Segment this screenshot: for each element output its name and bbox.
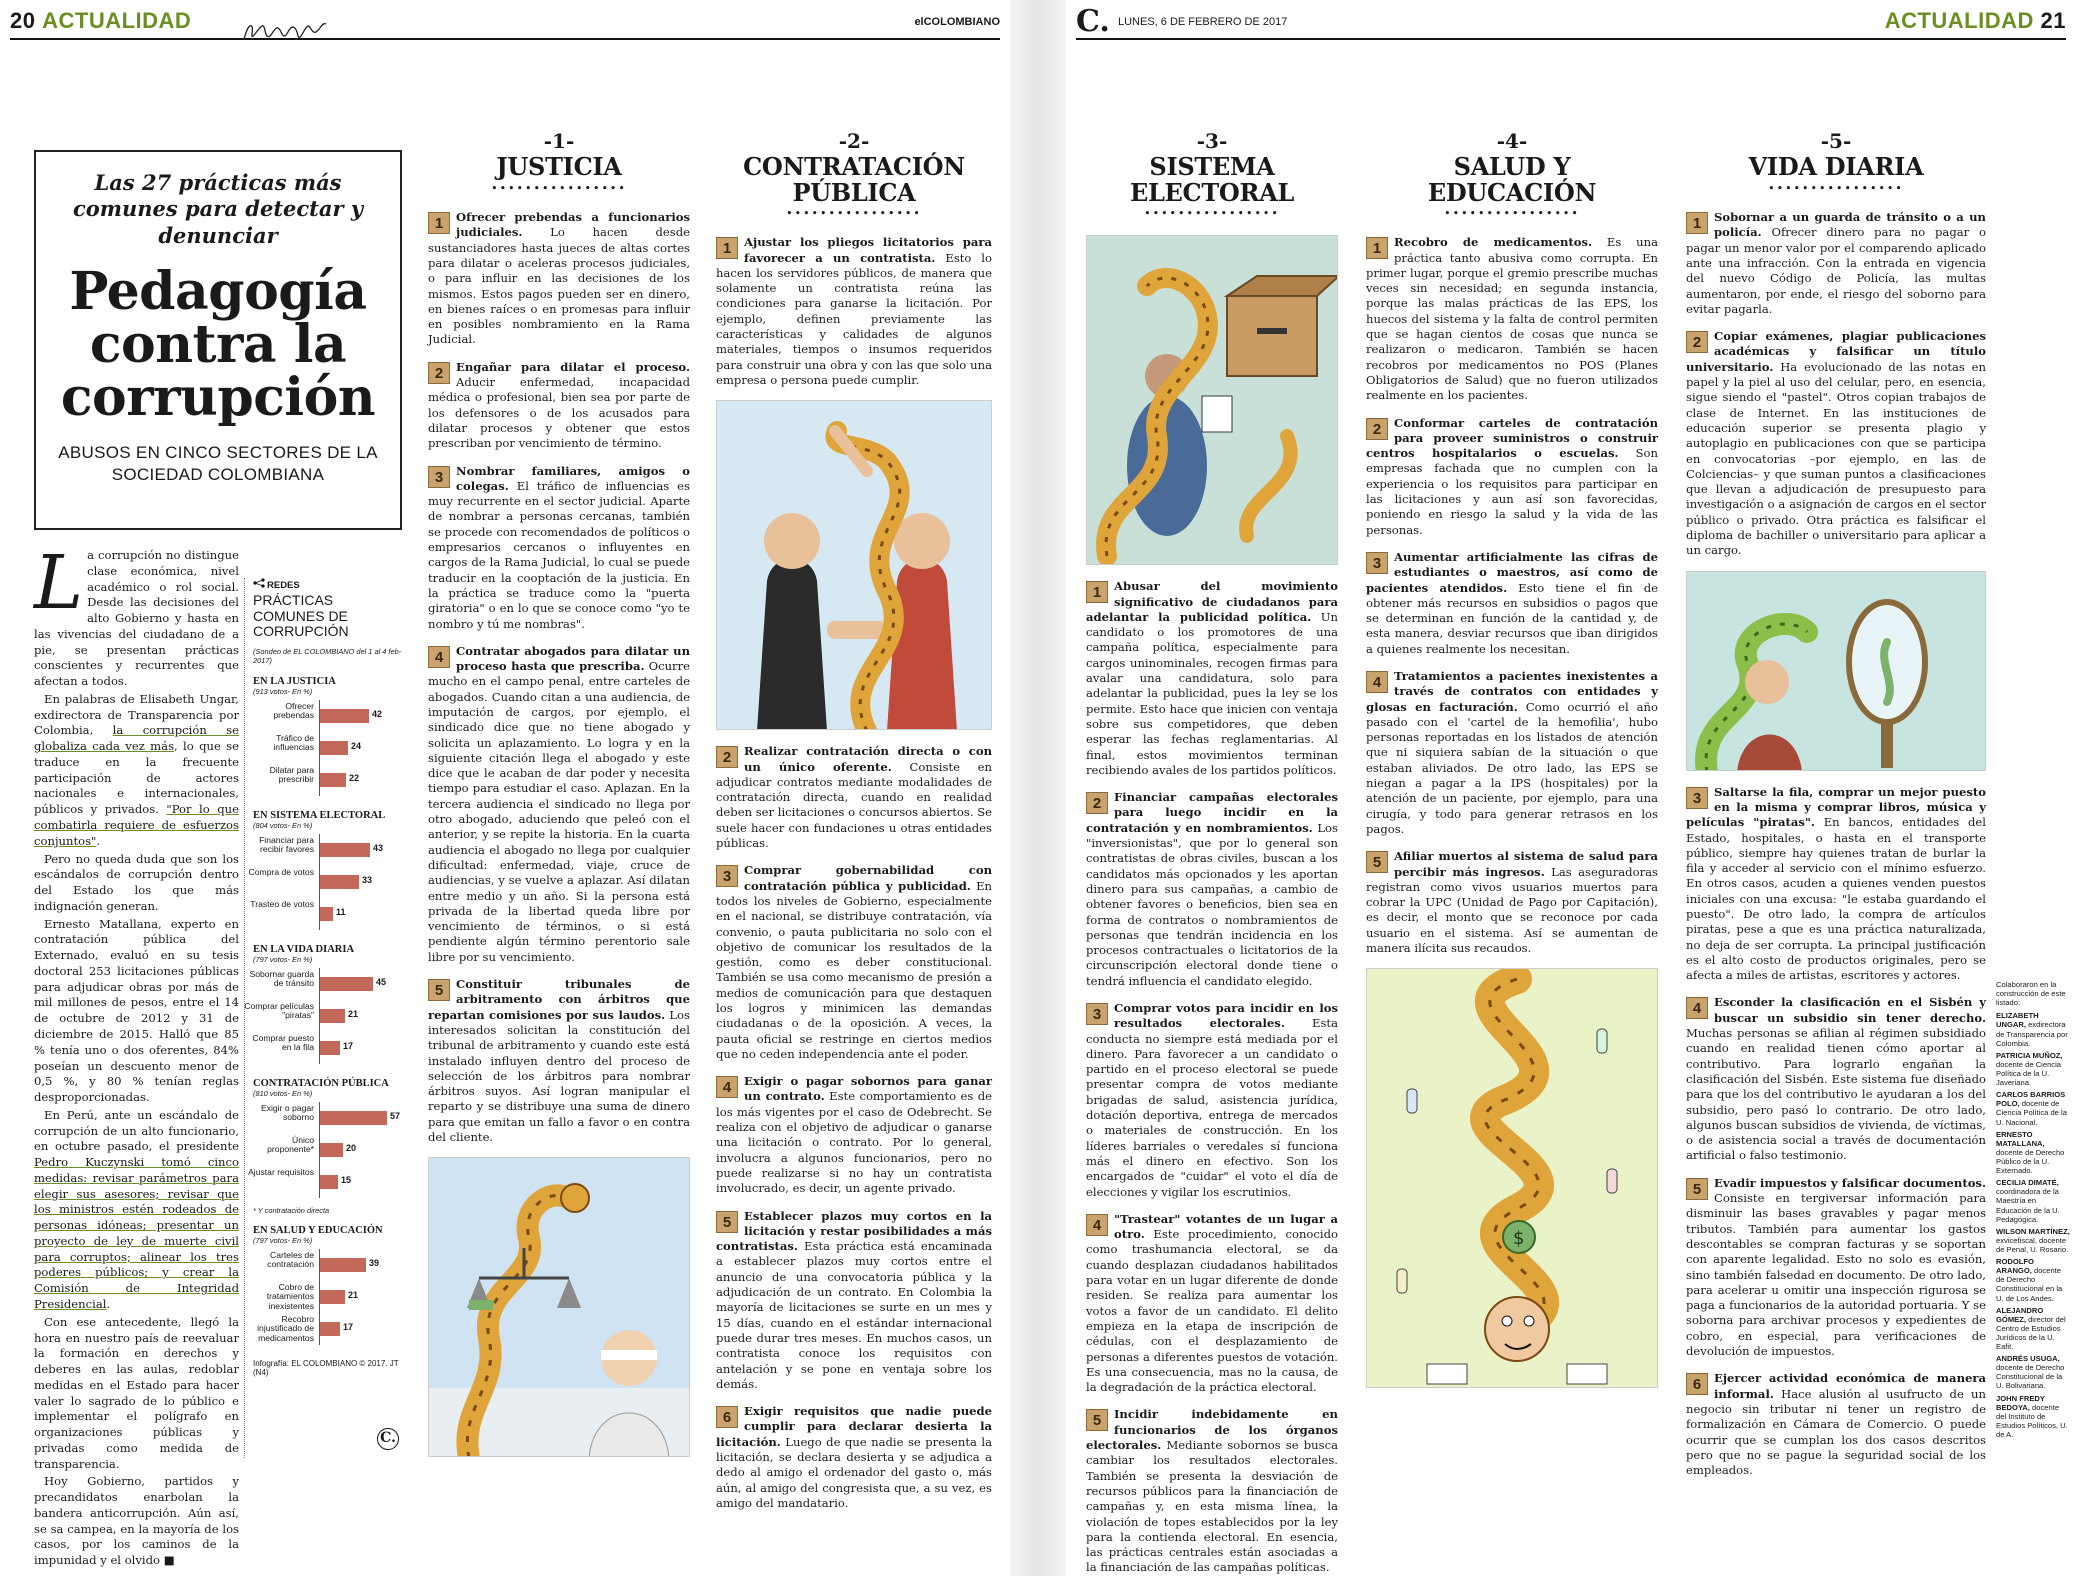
brand-left: elCOLOMBIANO (914, 16, 1000, 28)
chart-value-label: 17 (343, 1321, 354, 1332)
item-lead: Constituir tribunales de arbitramento con árbitros que repartan comisiones por sus laudos. (428, 977, 690, 1022)
sidebar-tag (253, 578, 402, 591)
item-number-badge: 2 (1686, 331, 1708, 353)
section-divider: •••••••••••••••• (1768, 181, 1904, 195)
practice-item (716, 1074, 992, 1196)
chart-group-votes: (797 votos- En %) (253, 954, 313, 964)
headline-box (34, 150, 402, 530)
item-text: Consiste en adjudicar contratos mediante modalidades de contratación directa, cuando en realidad deben ser licitaciones o concursos abiertos. Se suele hacer con fundaciones u otras entidades públicas. (716, 759, 992, 851)
section-number: -2- (838, 129, 870, 153)
item-lead: Financiar campañas electorales para luego incidir en la contratación y en nombramientos. (1086, 790, 1338, 835)
item-number-badge: 1 (428, 212, 450, 234)
chart-category-label: Compra de votos (248, 866, 314, 877)
practice-item (1086, 579, 1338, 778)
chart-group (253, 1225, 402, 1345)
chart-bar (320, 907, 333, 921)
practice-item (1366, 416, 1658, 538)
chart-bar (320, 1111, 387, 1125)
intro-highlight: la corrupción se globaliza cada vez más (34, 723, 239, 754)
item-lead: "Trastear" votantes de un lugar a otro. (1114, 1211, 1338, 1242)
item-number-badge: 5 (428, 979, 450, 1001)
item-text: En todos los niveles de Gobierno, especialmente en el nacional, se distribuye contratación, vía convenio, o pauta publicitaria no solo con el objetivo de comunicar los resultados de la gestión, como es deber constitucional. También se usa como mecanismo de presión a medios de comunicación para que destaquen los logros y minimicen las demandas ciudadanas o de la oposición. A veces, la pauta oficial se restringe en ciertos medios que no ceden independencia ante el poder. (716, 878, 992, 1061)
section-divider: •••••••••••••••• (1144, 206, 1280, 220)
collaborator-name: ANDRÉS USUGA, (1996, 1354, 2060, 1364)
item-text: Los "inversionistas", que por lo general son contratistas de obras civiles, buscan a los candidatos más opcionados y les aportan dinero para sus campañas, a cambio de obtener favores o beneficios, bien sea en forma de contratos o nombramientos de personas que tendrán incidencia en los procesos contractuales o licitatorios de la circunscripción electoral donde tiene o tendrá influencia el candidato elegido. (1086, 820, 1338, 988)
practice-item (428, 360, 690, 452)
chart-row (248, 866, 402, 898)
practice-item (1086, 1212, 1338, 1396)
item-text: Es una práctica tanto abusiva como corrupta. En primer lugar, porque el gremio prescribe muchas veces sin necesidad; en segunda instancia, porque las malas prácticas de las EPS, los huecos del sistema y la falta de control permiten que se hagan cientos de cosas que nunca se realizaron o medicaron. También se hacen recobros por medicamentos no POS (Planes Obligatorios de Salud) que no fueron utilizados realmente en los pacientes. (1366, 235, 1658, 403)
item-lead: Nombrar familiares, amigos o colegas. (456, 463, 690, 493)
item-number-badge: 1 (716, 237, 738, 259)
collaborator (1996, 1354, 2070, 1390)
item-number-badge: 5 (1686, 1178, 1708, 1200)
practice-item (716, 744, 992, 851)
item-number-badge: 6 (1686, 1373, 1708, 1395)
chart-value-label: 43 (373, 842, 384, 853)
item-lead: Engañar para dilatar el proceso. (456, 359, 690, 374)
chart-bar (320, 1143, 343, 1157)
item-text: Ha evolucionado de las notas en papel y la piel al uso del celular, pero, en esencia, sigue siendo el "pastel". Otros copian trabajos de clase de Internet. En las instituciones de educación superior se presenta plagio y autoplagio en publicaciones con que se participa en convocatorias –por ejemplo, en las de Colciencias– y que suman puntos a clasificaciones que llevan a adjudicación de presupuesto para investigación o a asignación de cargos en el sector público o privado. Otra práctica es falsificar el diploma de bachiller o universitario para aplicar a un cargo. (1686, 359, 1986, 558)
item-lead: Abusar del movimiento significativo de ciudadanos para adelantar la publicidad política. (1086, 579, 1338, 624)
intro-text: En palabras de Elisabeth Ungar, exdirectora de Transparencia por Colombia, (34, 691, 239, 738)
chart-group-title: EN SISTEMA ELECTORAL (253, 809, 386, 821)
item-number-badge: 3 (428, 466, 450, 488)
item-number-badge: 1 (1086, 581, 1108, 603)
collaborator-role: docente de Derecho Constitucional en la U. de Los Andes. (1996, 1266, 2063, 1303)
section-title: JUSTICIA (496, 152, 622, 182)
illustration-mirror-snake (1686, 571, 1986, 771)
handwritten-signature (240, 18, 330, 46)
item-number-badge: 4 (1686, 997, 1708, 1019)
chart-category-label: Comprar puesto en la fila (252, 1032, 314, 1053)
item-number-badge: 1 (1686, 212, 1708, 234)
subhead: ABUSOS EN CINCO SECTORES DE LA SOCIEDAD COLOMBIANA (58, 442, 378, 484)
practice-item (1366, 235, 1658, 403)
item-text: Aducir enfermedad, incapacidad médica o profesional, bien sea por parte de los defensores o de los acusados para dilatar procesos y obtener que estos prescriban por vencimiento de término. (428, 375, 690, 451)
chart-bar (320, 977, 373, 991)
chart-value-label: 39 (369, 1257, 380, 1268)
page-number-right: ACTUALIDAD 21 (1884, 8, 2066, 33)
chart-row (253, 834, 402, 866)
chart-row (250, 898, 402, 930)
chart-row (253, 700, 402, 732)
item-text: Este comportamiento es de los más vigentes por el caso de Odebrecht. Se realiza con el objetivo de adjudicar o ganarse una licitación o contrato. Por lo general, involucra a algunos funcionarios, pero no puede realizarse si no hay un contratista involucrado, es decir, un agente privado. (716, 1089, 993, 1196)
collaborators-box (1996, 980, 2070, 1442)
chart-category-label: Exigir o pagar soborno (260, 1102, 314, 1123)
item-text: Mediante sobornos se busca cambiar los resultados electorales. También se presenta la desviación de recursos públicos para la financiación de campañas y, en esta misma línea, la violación de topes establecidos por la ley para la contienda electoral. En esencia, las prácticas centrales están asociadas a la financiación de las campañas políticas. (1086, 1438, 1338, 1575)
item-number-badge: 4 (1086, 1214, 1108, 1236)
item-lead: Ejercer actividad económica de manera informal. (1714, 1371, 1986, 1401)
chart-category-label: Cobro de tratamientos inexistentes (266, 1281, 314, 1311)
item-text: Ocurre mucho en el campo penal, entre carteles de abogados. Cuando citan a una audiencia, de imputación de cargos, por ejemplo, el sindicado dice que no tiene abogado y solicita un aplazamiento. Lo logra y en la siguiente citación llega el abogado y este dice que le acaban de dar poder y necesita tiempo para estudiar el caso. Aplazan. En la tercera audiencia el sindicado no llega por otro abogado, aduciendo que peleó con el anterior, y se repite la historia. En la cuarta audiencia el abogado no llega por cualquier dificultad: enfermedad, viaje, cruce de audiencias, y se vuelve a aplazar. Así dilatan entre medio y un año. Si la persona está privada de la libertad queda libre por vencimiento de términos, o si está pendiente algún término perentorio sale libre por su vencimiento. (428, 659, 690, 964)
item-text: Esta práctica está encaminada a establecer plazos muy cortos entre el anuncio de una convocatoria pública y la adjudicación de un contrato. En Colombia la mayoría de licitaciones se surte en un mes y 15 días, cuando en el estándar internacional puede durar tres meses. En muchos casos, un contratista conoce los requisitos con antelación y se pone en ventaja sobre los demás. (716, 1239, 992, 1391)
chart-note: (Sondeo de EL COLOMBIANO del 1 al 4 feb-2017) (253, 647, 402, 665)
collaborator-role: exdirectora de Transparencia por Colombia. (1996, 1020, 2068, 1048)
chart-group (244, 943, 402, 1064)
intro-paragraph: Con ese antecedente, llegó la hora en nuestro país de reevaluar la formación en derechos y deberes en las aulas, redoblar medidas en el Estado para hacer valer lo sagrado de lo público e implementar el polígrafo en organizaciones públicas y privadas como medida de transparencia. (34, 1314, 239, 1471)
section-items (716, 235, 992, 1511)
chart-value-label: 24 (351, 740, 362, 751)
practice-item (1686, 995, 1986, 1163)
item-text: Este procedimiento, conocido como trashumancia electoral, se da cuando desplazan ciudadanos habilitados para votar en un lugar diferente de donde residen. Se realiza para aumentar los votos a favor de un candidato. El delito empieza en la etapa de inscripción de cédulas, con el desplazamiento de personas a diferentes puestos de votación. Es una consecuencia, mas no la causa, de la degradación de la práctica electoral. (1086, 1227, 1338, 1395)
collaborator-role: docente de Ciencia Política de la U. Javeriana. (1996, 1059, 2062, 1088)
chart-row (253, 1281, 402, 1313)
practice-item (428, 210, 690, 348)
item-lead: Copiar exámenes, plagiar publicaciones académicas y falsificar un título universitario. (1686, 329, 1986, 374)
item-text: Esto lo hacen los servidores públicos, de manera que solamente un contratista reúna las condiciones para ganarse la licitación. Por ejemplo, definen previamente las características y calidades de algunos materiales, tiempos o insumos requeridos para construir una obra y con las que solo una empresa o persona puede cumplir. (716, 250, 992, 387)
sidebar-tag-text: REDES (267, 580, 300, 591)
chart-category-label: Sobornar guarda de tránsito (249, 968, 314, 989)
chart-category-label: Tráfico de influencias (273, 732, 314, 753)
item-text: Los interesados solicitan la constitución del tribunal de arbitramento y cuando este está instalado influyen dentro del proceso de selección de los árbitros para nombrar árbitros suyos. Así logran manipular el reparto y se distribuye una suma de dinero para que emitan un fallo a favor o en contra del cliente. (428, 1007, 690, 1145)
item-number-badge: 4 (428, 646, 450, 668)
item-number-badge: 5 (716, 1211, 738, 1233)
chart-category-label: Comprar películas "piratas" (244, 1000, 314, 1021)
item-lead: Comprar votos para incidir en los resultados electorales. (1114, 1001, 1338, 1031)
item-lead: Contratar abogados para dilatar un proceso hasta que prescriba. (456, 643, 690, 674)
section-justicia (428, 128, 690, 1471)
item-lead: Ofrecer prebendas a funcionarios judiciales. (456, 210, 690, 240)
item-lead: Sobornar a un guarda de tránsito o a un policía. (1714, 210, 1986, 240)
item-text: Esto tiene el fin de obtener más recursos en subsidios o pagos que se determinan en función de la cantidad y, de esta manera, desviar recursos que iban dirigidos a quienes realmente los necesitan. (1366, 580, 1658, 656)
chart-title: PRÁCTICAS COMUNES DE CORRUPCIÓN (253, 592, 349, 640)
item-lead: Recobro de medicamentos. (1394, 235, 1593, 250)
collaborator (1996, 1227, 2070, 1254)
item-lead: Comprar gobernabilidad con contratación pública y publicidad. (744, 863, 992, 893)
chart-row (253, 764, 402, 796)
practice-item (1086, 1001, 1338, 1200)
collaborator-name: JOHN FREDY BEDOYA, (1996, 1393, 2045, 1412)
item-number-badge: 3 (1366, 552, 1388, 574)
item-number-badge: 2 (1366, 418, 1388, 440)
chart-value-label: 17 (343, 1040, 354, 1051)
chart-value-label: 21 (348, 1008, 359, 1019)
section-items (1366, 235, 1658, 956)
practice-item (428, 977, 690, 1145)
item-number-badge: 4 (1366, 671, 1388, 693)
collaborator-name: WILSON MARTÍNEZ, (1996, 1226, 2070, 1236)
chart-category-label: Recobro injustificado de medicamentos (257, 1313, 314, 1343)
chart-category-label: Carteles de contratación (267, 1249, 314, 1270)
chart-bar (320, 1009, 345, 1023)
intro-text: . (106, 1296, 111, 1311)
chart-group-title: CONTRATACIÓN PÚBLICA (253, 1077, 389, 1089)
chart-footnote: * Y contratación directa (253, 1205, 330, 1215)
intro-paragraph: Hoy Gobierno, partidos y precandidatos enarbolan la bandera anticorrupción. Aún así, se sa campea, en la mayoría de los casos, por los caminos de la impunidad y el olvido ■ (34, 1474, 239, 1568)
collaborator-name: ERNESTO MATALLANA, (1996, 1129, 2045, 1148)
item-lead: Ajustar los pliegos licitatorios para favorecer a un contratista. (744, 235, 992, 265)
network-icon (253, 578, 267, 591)
chart-category-label: Financiar para recibir favores (259, 834, 314, 855)
chart-group-title: EN LA VIDA DIARIA (253, 943, 355, 955)
chart-category-label: Ofrecer prebendas (273, 700, 314, 721)
chart-row (249, 968, 402, 1000)
page-title: Pedagogía contra la corrupción (60, 260, 376, 428)
collaborator (1996, 1394, 2070, 1440)
practice-item (716, 1209, 992, 1393)
section-items (1086, 579, 1338, 1575)
collaborator-role: docente de Derecho Público de la U. Externado. (1996, 1147, 2065, 1176)
chart-value-label: 11 (336, 906, 346, 917)
svg-text:$: $ (1513, 1228, 1525, 1250)
item-lead: Conformar carteles de contratación para proveer suministros o construir centros hospitalarios o escuelas. (1366, 415, 1658, 461)
practice-item (716, 863, 992, 1062)
collaborator-name: RODOLFO ARANGO, (1996, 1257, 2034, 1276)
practice-item (1686, 1371, 1986, 1478)
chart-bar (320, 709, 369, 723)
chart-row (248, 1166, 402, 1198)
right-folio (1076, 4, 2066, 40)
item-text: Como ocurrió el año pasado con el 'cartel de la hemofilia', hubo personas reportadas en los listados de atención que ni siquiera sabían de la situación o que estaban aliviados. De otro lado, las EPS se niegan a pagar a la IPS (hospitales) por la atención de un paciente, por ejemplo, para una cirugía, y todo para generar retrasos en los pagos. (1366, 699, 1658, 836)
practice-item (1686, 785, 1986, 984)
item-number-badge: 2 (1086, 792, 1108, 814)
item-number-badge: 3 (716, 865, 738, 887)
section-title: VIDA DIARIA (1748, 152, 1924, 182)
section-title: CONTRATACIÓN PÚBLICA (743, 152, 965, 207)
section-divider: •••••••••••••••• (1444, 206, 1580, 220)
intro-highlight: "Por lo que combatirla requiere de esfuerzos conjuntos" (34, 802, 239, 848)
chart-groups (244, 675, 402, 1345)
section-divider: •••••••••••••••• (786, 206, 922, 220)
item-text: En bancos, entidades del Estado, hospitales, o hasta en el transporte público, siempre hay quienes tratan de burlar la fila y acceder al servicio con el mínimo esfuerzo. En otros casos, acuden a quienes venden puestos iniciales con una excusa: "le estaba guardando el puesto". De otro lado, la compra de artículos piratas, pese a que es una práctica naturalizada, no deja de ser corrupta. La principal justificación es el alto costo de productos originales, pero se afecta a miles de artistas, escritores y actores. (1686, 815, 1986, 983)
newspaper-logo-icon: C. (1076, 4, 1110, 39)
section-items (428, 210, 690, 1145)
dropcap: L (34, 540, 84, 626)
left-page (0, 0, 1010, 1576)
item-lead: Realizar contratación directa o con un único oferente. (744, 744, 992, 774)
intro-paragraph (34, 1108, 239, 1313)
item-lead: Establecer plazos muy cortos en la licitación y restar posibilidades a más contratistas. (716, 1208, 992, 1254)
collaborator-role: docente de Ciencia Política de la U. Nacional. (1996, 1099, 2067, 1127)
item-text: Hace alusión al usufructo de un negocio sin tributar ni tener un registro de formalización en Cámara de Comercio. O puede ocurrir que se cumplan los dos casos descritos pero que no se pague la seguridad social de los empleados. (1686, 1386, 1986, 1478)
item-number-badge: 4 (716, 1076, 738, 1098)
collaborator (1996, 1178, 2070, 1224)
item-lead: Saltarse la fila, comprar un mejor puesto en la misma y comprar libros, música y películas "piratas". (1686, 784, 1986, 830)
chart-category-label: Ajustar requisitos (248, 1166, 314, 1177)
item-lead: Esconder la clasificación en el Sisbén y buscar un subsidio sin tener derecho. (1714, 995, 1986, 1025)
chart-bar (320, 1175, 338, 1189)
newspaper-logo-icon: C. (377, 1428, 399, 1450)
page-number-left: 20 ACTUALIDAD (10, 8, 192, 33)
issue-date: LUNES, 6 DE FEBRERO DE 2017 (1118, 16, 1288, 28)
item-lead: Exigir o pagar sobornos para ganar un contrato. (744, 1074, 992, 1104)
item-number-badge: 5 (1366, 851, 1388, 873)
chart-group (248, 809, 402, 930)
intro-text: . (96, 833, 101, 848)
chart-group-votes: (810 votos- En %) (253, 1088, 313, 1098)
practice-item (1086, 790, 1338, 989)
section-number: -1- (543, 129, 575, 153)
collaborator (1996, 1011, 2070, 1047)
chart-bar (320, 843, 370, 857)
practice-item (1686, 210, 1986, 317)
item-number-badge: 3 (1686, 787, 1708, 809)
item-text: Ofrecer dinero para no pagar o pagar un menor valor por el comparendo aplicado ante una infracción. Con la entrada en vigencia del nuevo Código de Policía, las multas aumentaron, por ende, el riesgo del soborno para evitar pagarla. (1686, 225, 1986, 316)
chart-value-label: 22 (349, 772, 360, 783)
practice-item (1686, 329, 1986, 558)
chart-value-label: 15 (341, 1174, 352, 1185)
chart-row (253, 1032, 402, 1064)
practice-item (1366, 849, 1658, 956)
chart-bar (320, 1041, 340, 1055)
chart-value-label: 42 (372, 708, 383, 719)
chart-bar (320, 1258, 366, 1272)
section-number: -3- (1196, 129, 1228, 153)
item-number-badge: 5 (1086, 1409, 1108, 1431)
illustration-handshake-snake (716, 400, 992, 730)
item-text: Son empresas fachada que no cumplen con la experiencia o los requisitos para participar en las licitaciones y aun así son favorecidas, poniendo en riesgo la salud y la vida de las personas. (1366, 446, 1659, 537)
practice-item (428, 644, 690, 965)
practice-item (716, 1404, 992, 1511)
intro-paragraph: Ernesto Matallana, experto en contratación pública del Externado, evaluó en su tesis doctoral 253 licitaciones públicas para adjudicar obras por más de mil millones de pesos, entre el 14 de octubre de 2012 y 31 de diciembre de 2015. Halló que 85 % tenía uno o dos oferentes, 84% poseían un descuento menor de 0,5 %, y 80 % tenían reglas desproporcionadas. (34, 916, 239, 1105)
chart-group-title: EN LA JUSTICIA (253, 675, 336, 687)
chart-category-label: Único proponente* (267, 1134, 314, 1155)
chart-value-label: 45 (376, 976, 387, 987)
collaborator (1996, 1130, 2070, 1176)
section-divider: •••••••••••••••• (491, 181, 627, 195)
chart-bar (320, 1322, 340, 1336)
chart-group-title: EN SALUD Y EDUCACIÓN (253, 1224, 383, 1236)
practice-item (1366, 669, 1658, 837)
chart-bar (320, 773, 346, 787)
item-text: Luego de que nadie se presenta la licitación, se declara desierta y se adjudica a dedo al amigo el ordenador del gasto o, más aún, al amigo del congresista que, a su vez, es amigo del mandatario. (716, 1434, 992, 1510)
chart-row (244, 1000, 402, 1032)
intro-paragraph: Pero no queda duda que son los escándalos de corrupción dentro del Estado los que más indignación generan. (34, 851, 239, 913)
page-gutter (1010, 0, 1066, 1576)
chart-bar (320, 875, 359, 889)
section-number: -5- (1820, 129, 1852, 153)
chart-group (253, 676, 402, 796)
item-lead: Tratamientos a pacientes inexistentes a través de contratos con entidades y glosas en facturación. (1366, 669, 1658, 714)
collaborator-role: docente de Derecho Constitucional de la U. Bolivariana. (1996, 1363, 2065, 1391)
item-text: Lo hacen desde sustanciadores hasta jueces de altas cortes para dilatar o aceleras procesos judiciales, o para influir en las decisiones de los mismos. Estos pagos pueden ser en dinero, en bienes raíces o en promesas para influir en posibles nombramiento en la Rama Judicial. (428, 225, 690, 347)
chart-row (253, 1102, 402, 1134)
chart-sidebar (244, 578, 402, 1458)
practice-item (1086, 1407, 1338, 1575)
intro-text: a corrupción no distingue clase económica, nivel académico o rol social. Desde las decisiones del alto Gobierno y hasta en las vivencias del ciudadano de a pie, se presentan prácticas conscientes y recurrentes que afectan a todos. (34, 548, 239, 689)
chart-bar (320, 1290, 345, 1304)
intro-highlight: Pedro Kuczynski tomó cinco medidas: revisar parámetros para elegir sus asesores; revisar que los ministros estén rodeados de personas idóneas; presentar un proyecto de ley de muerte civil para corruptos; alinear los tres poderes públicos; y crear la Comisión de Integridad Presidencial (34, 1155, 239, 1311)
section-items (1686, 210, 1986, 1478)
chart-value-label: 20 (346, 1142, 357, 1153)
chart-row (253, 1134, 402, 1166)
collaborators-intro: Colaboraron en la construcción de este listado: (1996, 980, 2066, 1008)
item-text: Un candidato o los promotores de una campaña política, especialmente para cargos uninominales, recogen firmas para avalar una candidatura, solo para adelantar la publicidad, pues la ley se los permite. Esto hace que inicien con ventaja sobre sus competidores, que deben esperar las fechas reglamentarias. Al final, estos movimientos terminan recibiendo avales de los partidos políticos. (1086, 609, 1338, 777)
collaborator-role: director del Centro de Estudios Jurídicos de la U. Eafit. (1996, 1314, 2066, 1352)
intro-paragraph (34, 540, 239, 690)
item-number-badge: 2 (716, 746, 738, 768)
collaborator-name: CARLOS BARRIOS POLO, (1996, 1090, 2066, 1109)
illustration-ballot-snake (1086, 235, 1338, 565)
collaborator (1996, 1051, 2070, 1087)
practice-item (1366, 550, 1658, 657)
collaborator-name: ALEJANDRO GÓMEZ, (1996, 1305, 2044, 1324)
chart-category-label: Trasteo de votos (250, 898, 314, 909)
chart-bar (320, 741, 348, 755)
item-lead: Exigir requisitos que nadie puede cumplir para declarar desierta la licitación. (716, 1404, 992, 1449)
collaborator (1996, 1306, 2070, 1352)
item-number-badge: 1 (1366, 237, 1388, 259)
collaborator (1996, 1257, 2070, 1303)
practice-item (1686, 1176, 1986, 1360)
item-text: Consiste en tergiversar información para disminuir las bases gravables y pagar menos tributos. También para aumentar los gastos descontables se compran facturas y se soportan con aparente legalidad. Esto no solo es evasión, sino también falsedad en documento. De otro lado, para acelerar u omitir una inspección rigurosa se paga a funcionarios de la autoridad portuaria. Y se soborna para archivar procesos y expedientes de cobro, en especial, para verificaciones de devolución de impuestos. (1686, 1191, 1986, 1359)
intro-text: En Perú, ante un escándalo de corrupción de un alto funcionario, en octubre pasado, el presidente (34, 1107, 239, 1154)
chart-value-label: 21 (348, 1289, 359, 1300)
collaborator-role: docente del Instituto de Estudios Políticos, U. de A. (1996, 1402, 2068, 1440)
chart-group-votes: (804 votos- En %) (253, 820, 313, 830)
collaborator-role: exviceﬁscal, docente de Penal, U. Rosario. (1996, 1235, 2069, 1254)
item-lead: Afiliar muertos al sistema de salud para percibir más ingresos. (1394, 849, 1658, 879)
item-lead: Aumentar artificialmente las cifras de estudiantes o maestros, así como de pacientes atendidos. (1366, 549, 1658, 595)
section-vida-diaria (1686, 128, 1986, 1490)
intro-text: , lo que se traduce en la frecuente participación de actores nacionales e internacionales, públicos y privados. (34, 739, 239, 817)
collaborator-role: coordinadora de la Maestría en Educación de la U. Pedagógica. (1996, 1187, 2060, 1224)
left-folio (10, 10, 1000, 40)
item-number-badge: 2 (428, 362, 450, 384)
item-lead: Incidir indebidamente en funcionarios de los órganos electorales. (1086, 1407, 1338, 1453)
chart-row (253, 1249, 402, 1281)
item-number-badge: 6 (716, 1406, 738, 1428)
section-title: SISTEMA ELECTORAL (1129, 152, 1295, 207)
item-text: Las aseguradoras registran como vivos usuarios muertos para cobrar la UPC (Unidad de Pago por Capitación), es decir, el monto que se reconoce por cada usuario en el sistema. Así se aumentan de manera ilícita sus recaudos. (1366, 864, 1658, 956)
illustration-health-snake (1366, 968, 1658, 1388)
chart-category-label: Dilatar para prescribir (269, 764, 314, 785)
chart-group-votes: (797 votos- En %) (253, 1235, 313, 1245)
section-salud (1366, 128, 1658, 1402)
illustration-justice-snake (428, 1157, 690, 1457)
chart-group-votes: (913 votos- En %) (253, 686, 313, 696)
collaborators-list (1996, 1011, 2070, 1439)
intro-paragraph (34, 692, 239, 850)
item-text: Esta conducta no siempre está mediada por el dinero. Para favorecer a un candidato o partido en el proceso electoral se puede presentar compra de votos mediante brigadas de salud, asistencia jurídica, dotación deportiva, entrega de mercados o materiales de construcción. En los líderes barriales o veredales sí funciona más el dinero en efectivo. Son los encargados de "cuidar" el voto el día de elecciones y vigilar los escrutinios. (1086, 1016, 1338, 1199)
item-number-badge: 3 (1086, 1003, 1108, 1025)
kicker: Las 27 prácticas más comunes para detectar y denunciar (72, 170, 364, 248)
chart-credit: Infografía: EL COLOMBIANO © 2017. JT (N4) (253, 1358, 399, 1378)
chart-row (253, 1313, 402, 1345)
section-electoral (1086, 128, 1338, 1576)
chart-value-label: 33 (362, 874, 373, 885)
intro-article (34, 540, 239, 1571)
item-text: El tráfico de influencias es muy recurrente en el sector judicial. Aparte de nombrar a personas cercanas, también se procede con recomendados de políticos o empresarios cercanos o influyentes en cargos de la Rama Judicial, lo cual se puede traducir en la cooptación de la justicia. En la práctica se traduce como la "puerta giratoria" o en lo que se conoce como "yo te nombro y tú me nombras". (428, 478, 690, 631)
section-contratacion (716, 128, 992, 1523)
practice-item (428, 464, 690, 632)
collaborator-name: PATRICIA MUÑOZ, (1996, 1050, 2063, 1060)
chart-row (253, 732, 402, 764)
chart-group (248, 1077, 402, 1198)
right-page (1066, 0, 2076, 1576)
collaborator-name: ELIZABETH UNGAR, (1996, 1011, 2039, 1030)
collaborator (1996, 1090, 2070, 1126)
item-lead: Evadir impuestos y falsificar documentos. (1714, 1175, 1986, 1190)
chart-value-label: 57 (390, 1110, 401, 1121)
section-title: SALUD Y EDUCACIÓN (1427, 152, 1597, 207)
item-text: Muchas personas se afilian al régimen subsidiado cuando en realidad tienen cómo aportar al contributivo. Para lograrlo engañan la clasificación del Sisbén. Este sistema fue diseñado para que los del contributivo le ayudaran a los del subsidio, pero pasó lo contrario. De otro lado, algunos buscan subsidios de vivienda, de víctimas, o de asistencia social a través de documentación artificial o falso testimonio. (1686, 1026, 1986, 1163)
practice-item (716, 235, 992, 388)
section-number: -4- (1496, 129, 1528, 153)
collaborator-name: CECILIA DIMATÉ, (1996, 1178, 2059, 1188)
